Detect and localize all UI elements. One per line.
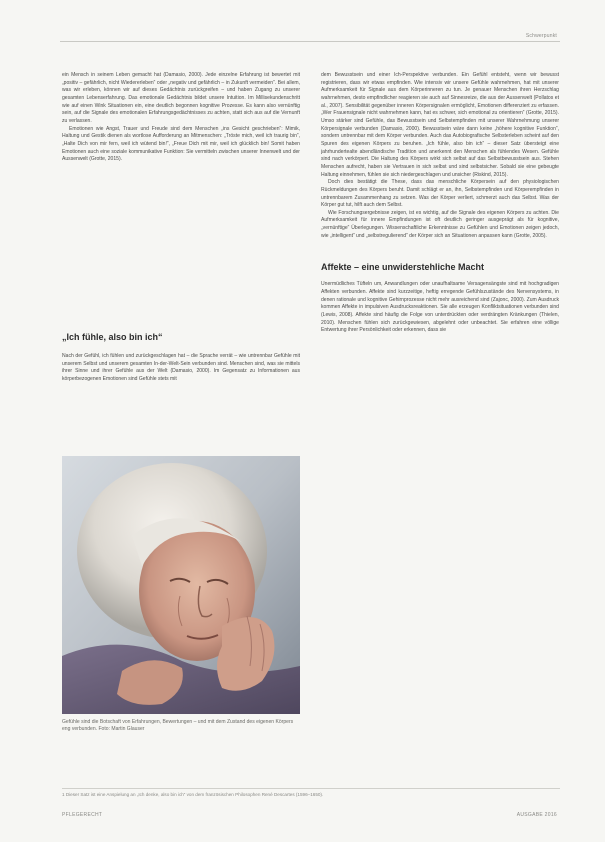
left-column-top [62, 72, 300, 164]
left-paragraph-1: ein Mensch in seinem Leben gemacht hat (Damasio, 2000). Jede einzelne Erfahrung ist bewertet mit „positiv – gefährlich, nicht Wiedererleben“ oder „negativ und gefährlich – in Zukunft vermeiden“. Bei allem, was wir erleben, können wir auf dieses Gedächtnis zurückgreifen – und haben Zugang zu unserer gesamten Lebenserfahrung. Das emotionale Gedächtnis bildet unsere Intuition. Im Millisekundenschritt wie auf einen Wink Situationen ein, eine deutlich begonnen kognitive Prozesse. Es kann also vernünftig sein, auf die Signale des emotionalen Erfahrungsgedächtnisses zu achten, statt sich aus auf die Vernunft zu verlassen. [62, 72, 300, 124]
left-paragraph-2: Emotionen wie Angst, Trauer und Freude sind dem Menschen „ins Gesicht geschrieben“: Mimik, Haltung und Gestik dienen als wortlose Aufforderung an Mitmenschen: „Tröste mich, weil ich traurig bin“, „Halte Dich von mir fern, weil ich wütend bin!“, „Freue Dich mit mir, weil ich glücklich bin! Somit haben Emotionen auch eine soziale kommunikative Funktion: Sie vermitteln zwischen unserer Innenwelt und der Aussenwelt (Grotte, 2015). [62, 125, 300, 163]
running-head: Schwerpunkt [525, 33, 557, 39]
section-heading-ich-fuehle: „Ich fühle, also bin ich“ [62, 332, 163, 342]
right-paragraph-2: Doch dies bestätigt die These, dass das menschliche Körpersein auf den physiologischen Rückmeldungen des Körpers beruht. Damit schlägt er an, ihn, Selbstempfinden und Körperempfinden in untrennbarem Zusammenhang zu setzen. Was der Körper verliert, schmerzt auch das Selbst. Was der Körper gut tut, hilft auch dem Selbst. [321, 179, 559, 209]
portrait-photo [62, 456, 300, 714]
header-divider [60, 41, 560, 42]
footnote: 1 Dieser Satz ist eine Anspielung an „Ich denke, also bin ich“ von dem französischen Philosophen René Descartes (1596–1650). [62, 792, 324, 797]
heading-spacer-2 [321, 273, 559, 281]
heading-spacer [321, 240, 559, 262]
section-one-text: Nach der Gefühl, ich fühlen und zurückgeschlagen hat – die Sprache verrät – wie untrennbar Gefühle mit unserem Selbst und unserem gesamten In-der-Welt-Sein verbunden sind. Menschen sind, was sie mittels ihrer Sinne und ihrer Gefühle aus der Welt (Damasio, 2000). Im Gegensatz zu Informationen aus körperbezogenen Emotionen sind Gefühle stets mit [62, 353, 300, 382]
right-paragraph-1: dem Bewusstsein und einer Ich-Perspektive verbunden. Ein Gefühl entsteht, wenn wir bewusst registrieren, dass wir etwas empfinden. Wie intensiv wir unsere Gefühle wahrnehmen, hat mit unserer Aufmerksamkeit für Signale aus dem Körperinneren zu tun. Je genauer Menschen ihren Herzschlag wahrnehmen, desto empfindlicher reagieren sie auch auf Sinnesreize, die aus der Aussenwelt (Pollatos et al., 2007). Sensibilität gegenüber inneren Körpersignalen ermöglicht, Emotionen differenziert zu erfassen. „Wer Frauensignale nicht wahrnehmen kann, hat es schwer, sich emotional zu orientieren“ (Grotte, 2015). Umso stärker sind Gefühle, das Bewusstsein und Selbstempfinden mit unserer Wahrnehmung unserer Körpersignale verbunden (Damasio, 2000). Bewusstsein wäre dann keine „höhere kognitive Funktion“, sondern untrennbar mit dem Körper verbunden. Auch das Autobiografische Selbsterleben scheint auf den Spuren des eigenen Körpers zu beruhen. „Ich fühle, also bin ich“ – dieser Satz übersteigt eine jahrhundertealte abendländische Tradition und anerkennt den Menschen als fühlendes Wesen. Gefühle sind nach verkörpert. Die Haltung des Körpers wirkt sich selbst auf das Selbstbewusstsein aus. Stehen Menschen aufrecht, haben sie Vertrauen in sich selbst und sind selbstsicher. Sobald sie eine gebeugte Haltung einnehmen, fühlen sie sich niedergeschlagen und unsicher (Riskind, 2015). [321, 72, 559, 178]
footnote-divider [62, 788, 560, 789]
section-heading-affekte: Affekte – eine unwiderstehliche Macht [321, 262, 485, 273]
right-column [321, 72, 559, 757]
right-paragraph-3: Wie Forschungsergebnisse zeigen, ist es wichtig, auf die Signale des eigenen Körpers zu achten. Die Aufmerksamkeit für innere Empfindungen ist oft deutlich geringer ausgeprägt als für kognitive, „vernünftige“ Überlegungen. Wissenschaftliche Erkenntnisse zu Gefühlen und Emotionen zeigen jedoch, wie „intelligent“ und „selbstregulierend“ der Körper sich an Situationen anpassen kann (Grotte, 2005). [321, 209, 559, 239]
footer-publication: PFLEGERECHT [62, 812, 103, 818]
photo-caption: Gefühle sind die Botschaft von Erfahrungen, Bewertungen – und mit dem Zustand des eigenen Körpers eng verbunden. Foto: Martin Glauser [62, 719, 294, 733]
section-two-text: Unermüdliches Tüfteln um, Anwandlungen oder unaufhaltsame Versagensängste sind mit hochgradigen Affekten verbunden. Affekte sind kurzzeitige, heftig erregende Gefühlszustände des Nervensystems, in denen rationale und kognitive Gehirnprozesse nicht mehr ausreichend sind (Zajonc, 2000). Zum Ausdruck kommen Affekte in impulsiven Ausdrucksreaktionen. Sie alle erzeugen Konfliktsituationen verbunden sind (Lewis, 2008). Affekte sind häufig die Folge von unterdrückten oder verdrängten Kränkungen (Thielen, 2010). Menschen fühlen sich zurückgewiesen, abgelehnt oder unbeachtet. Sie erfahren eine völlige Entwertung ihrer Persönlichkeit oder erkennen, dass sie [321, 281, 559, 334]
elderly-woman-portrait-image [62, 456, 300, 714]
footer-issue: AUSGABE 2016 [516, 812, 557, 818]
